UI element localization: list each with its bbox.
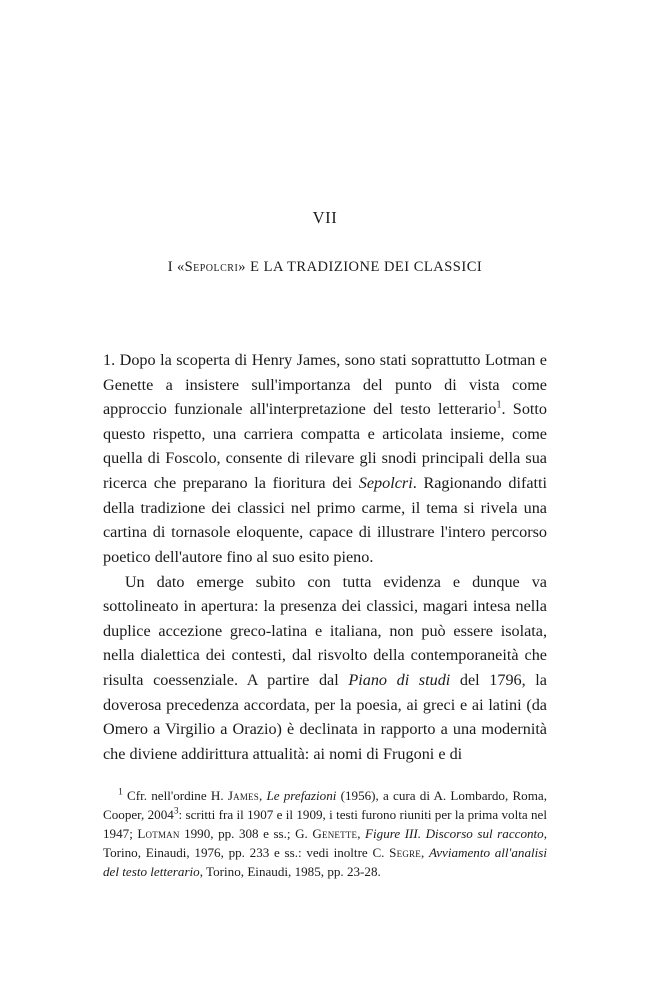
footnote-seg-3: (1956), a cura di A. Lombardo, Roma, Cooper, 2004: [103, 788, 547, 823]
paragraph-2-text: Un dato emerge subito con tutta evidenza e dunque va sottolineato in apertura: la presenza dei classici, magari intesa nella duplice accezione greco-latina e italiana, non può essere isolata, nella dialettica dei contesti, dal risvolto della contemporaneità che risulta coessenziale. A partire dal: [103, 572, 547, 690]
paragraph-1-text-tail: . Ragionando difatti della tradizione dei classici nel primo carme, il tema si rivela una cartina di tornasole eloquente, capace di illustrare l'intero percorso poetico dell'autore fino al suo esito pieno.: [103, 474, 548, 566]
title-sepolcri: Sepolcri: [358, 474, 413, 493]
paragraph-2: [103, 570, 547, 767]
footnote-1: [103, 786, 547, 882]
footnote-seg-6: ,: [357, 826, 366, 842]
footnote-author-genette: Genette: [312, 826, 358, 842]
footnote-title-figure-iii: Figure III. Discorso sul racconto: [365, 826, 544, 842]
footnote-seg-9: , Torino, Einaudi, 1985, pp. 23-28.: [199, 864, 381, 880]
footnote-seg-5: 1990, pp. 308 e ss.; G.: [179, 826, 313, 842]
footnote-seg-7: , Torino, Einaudi, 1976, pp. 233 e ss.: vedi inoltre C.: [103, 826, 548, 861]
footnote-title-avviamento: Avviamento all'analisi del testo letterario: [103, 845, 547, 880]
paragraph-1: [103, 348, 547, 570]
paragraph-number: 1.: [103, 350, 116, 369]
chapter-title-lead: I «: [167, 258, 185, 275]
chapter-title: [103, 259, 547, 276]
footnote-author-james: James: [227, 788, 259, 803]
paragraph-1-text: Dopo la scoperta di Henry James, sono stati soprattutto Lotman e Genette a insistere sull'importanza del punto di vista come approccio funzionale all'interpretazione del testo letterario: [103, 350, 547, 419]
chapter-number: VII: [312, 208, 338, 227]
footnote-reference-1[interactable]: 1: [496, 399, 502, 411]
footnote-seg-8: ,: [420, 845, 429, 861]
title-piano-di-studi: Piano di studi: [348, 671, 451, 690]
footnote-area: [103, 786, 547, 882]
footnote-seg-2: ,: [258, 788, 267, 803]
footnote-seg-4: : scritti fra il 1907 e il 1909, i testi furono riuniti per la prima volta nel 1947;: [103, 807, 547, 842]
footnote-seg-1: Cfr. nell'ordine H.: [127, 788, 228, 803]
page-content: [103, 0, 547, 767]
footnote-author-lotman: Lotman: [137, 826, 180, 842]
footnote-marker: 1: [118, 787, 123, 798]
paragraph-1-text-after-note: . Sotto questo rispetto, una carriera compatta e articolata insieme, come quella di Foscolo, consente di rilevare gli snodi principali della sua ricerca che preparano la fioritura dei: [103, 400, 547, 493]
chapter-title-rest: » E LA TRADIZIONE DEI CLASSICI: [238, 258, 483, 275]
footnote-title-le-prefazioni: Le prefazioni: [266, 788, 337, 803]
paragraph-2-text-tail: del 1796, la doverosa precedenza accordata, per la poesia, ai greci e ai latini (da Omero a Virgilio a Orazio) è declinata in rapporto a una modernità che diviene addirittura attualità: ai nomi di Frugoni e di: [103, 671, 547, 763]
chapter-title-work: Sepolcri: [184, 258, 239, 275]
footnote-edition-superscript: 3: [173, 806, 179, 817]
footnote-author-segre: Segre: [389, 845, 421, 861]
body-text: [103, 348, 547, 767]
